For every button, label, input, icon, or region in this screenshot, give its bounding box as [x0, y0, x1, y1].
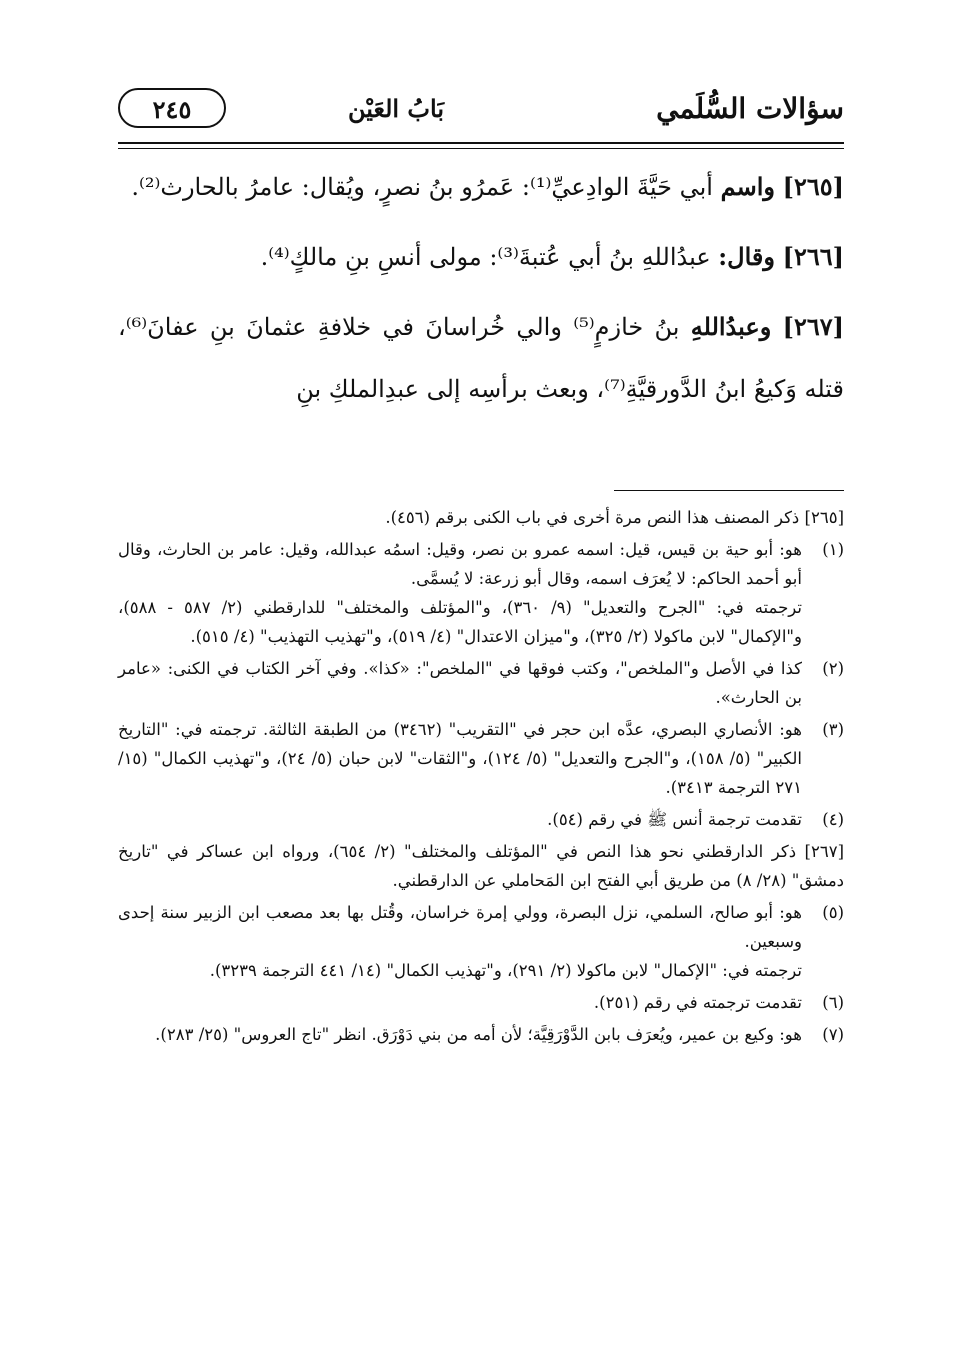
footnote-mark: (٧)	[822, 1025, 844, 1044]
entry-number: [٢٦٦]	[782, 242, 844, 271]
entry-text: بنُ خازمٍ⁽⁵⁾ والي خُراسانَ في خلافةِ عثمانَ بنِ عفانَ⁽⁶⁾، قتله وَكيعُ ابنُ الدَّورقيَّةِ⁽⁷⁾، وبعث برأسِه إلى عبدِالملكِ بنِ	[118, 313, 844, 403]
main-text	[118, 156, 844, 420]
footnote-text: هو: أبو حية بن قيس، قيل: اسمه عمرو بن نصر، وقيل: اسمُه عبدالله، وقيل: عامر بن الحارث، وقال أبو أحمد الحاكم: لا يُعرَف اسمه، وقال أبو زرعة: لا يُسمَّى.	[118, 540, 802, 588]
footnote-text: هو: أبو صالح، السلمي، نزل البصرة، وولي إمرة خراسان، وقُتل بها بعد مصعب ابن الزبير سنة إحدى وسبعين.	[118, 903, 802, 951]
footnote-text: كذا في الأصل و"الملخص"، وكتب فوقها في "الملخص": «كذا». وفي آخر الكتاب في الكنى: «عامر بن الحارث».	[118, 659, 802, 707]
footnote-text: تقدمت ترجمة أنس ﷺ في رقم (٥٤).	[547, 810, 802, 829]
footnote-text: تقدمت ترجمته في رقم (٢٥١).	[593, 993, 802, 1012]
footnote-mark: (٥)	[822, 903, 844, 922]
header-rule-thin	[118, 148, 844, 149]
entry-text: عبدُاللهِ بنُ أبي عُتبةَ⁽³⁾: مولى أنسِ بنِ مالكٍ⁽⁴⁾.	[260, 243, 711, 271]
entry-text: أبي حَيَّةَ الوادِعيِّ⁽¹⁾: عَمرُو بنُ نصرٍ، ويُقال: عامرُ بالحارث⁽²⁾.	[131, 173, 713, 201]
footnotes	[118, 503, 844, 1052]
chapter-title: بَابُ العَيْن	[347, 94, 444, 123]
footnote-separator	[614, 490, 844, 491]
footnote-text: هو: وكيع بن عمير، ويُعرَف بابن الدَّوْرَقِيَّة؛ لأن أمه من بني دَوْرَق. انظر "تاج العروس" (٢٥/ ٢٨٣).	[155, 1025, 802, 1044]
footnote-text: [٢٦٥] ذكر المصنف هذا النص مرة أخرى في باب الكنى برقم (٤٥٦).	[385, 508, 844, 527]
footnote-2	[118, 654, 844, 712]
entry-number: [٢٦٧]	[782, 312, 844, 341]
entry-lead: واسم	[720, 172, 775, 201]
footnote-3	[118, 715, 844, 802]
paragraph-265	[118, 156, 844, 218]
footnote-6	[118, 988, 844, 1017]
footnote-1	[118, 535, 844, 651]
footnote-entry	[118, 503, 844, 532]
footnote-mark: (٢)	[822, 659, 844, 678]
entry-lead: وقال:	[718, 242, 775, 271]
footnote-mark: (٣)	[822, 720, 844, 739]
footnote-mark: (٤)	[822, 810, 844, 829]
paragraph-267	[118, 296, 844, 420]
footnote-entry	[118, 837, 844, 895]
page-header	[118, 82, 844, 144]
page-number: ٢٤٥	[118, 88, 226, 128]
footnote-text: هو: الأنصاري البصري، عدَّه ابن حجر في "التقريب" (٣٤٦٢) من الطبقة الثالثة. ترجمته في: "التاريخ الكبير" (٥/ ١٥٨)، و"الجرح والتعديل" (٥/ ١٢٤)، و"الثقات" لابن حبان (٥/ ٢٤)، و"تهذيب الكمال" (١٥/ ٢٧١ الترجمة ٣٤١٣).	[118, 720, 803, 797]
header-rule	[118, 142, 844, 144]
footnote-7	[118, 1020, 844, 1049]
entry-number: [٢٦٥]	[782, 172, 844, 201]
footnote-5	[118, 898, 844, 985]
book-title: سؤالات السُّلَمي	[656, 92, 844, 125]
footnote-mark: (٦)	[822, 993, 844, 1012]
paragraph-266	[118, 226, 844, 288]
footnote-text-extra: ترجمته في: "الجرح والتعديل" (٩/ ٣٦٠)، و"المؤتلف والمختلف" للدارقطني (٢/ ٥٨٧ - ٥٨٨)، و"الإكمال" لابن ماكولا (٢/ ٣٢٥)، و"ميزان الاعتدال" (٤/ ٥١٩)، و"تهذيب التهذيب" (٤/ ٥١٥).	[118, 598, 802, 646]
footnote-mark: (١)	[822, 540, 844, 559]
footnote-text-extra: ترجمته في: "الإكمال" لابن ماكولا (٢/ ٢٩١)، و"تهذيب الكمال" (١٤/ ٤٤١ الترجمة ٣٢٣٩).	[209, 961, 802, 980]
entry-lead: وعبدُاللهِ	[690, 312, 772, 341]
footnote-text: [٢٦٧] ذكر الدارقطني نحو هذا النص في "المؤتلف والمختلف" (٢/ ٦٥٤)، ورواه ابن عساكر في "تاريخ دمشق" (٢٨/ ٨) من طريق أبي الفتح ابن المَحاملي عن الدارقطني.	[118, 842, 844, 890]
footnote-4	[118, 805, 844, 834]
